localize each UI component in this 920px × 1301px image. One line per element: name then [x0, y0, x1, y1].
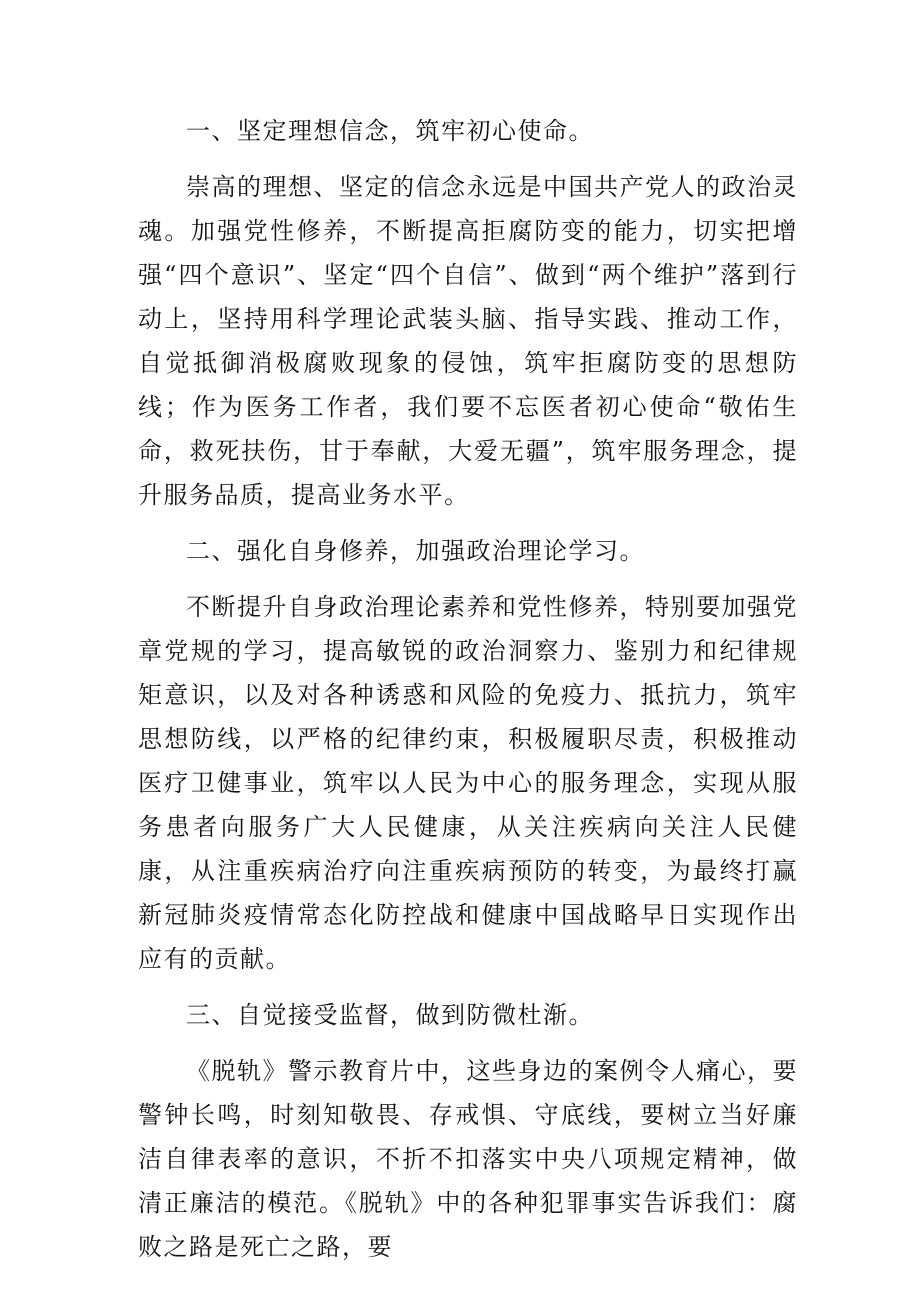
paragraph-1: 崇高的理想、坚定的信念永远是中国共产党人的政治灵魂。加强党性修养，不断提高拒腐防变的能力，切实把增强“四个意识”、坚定“四个自信”、做到“两个维护”落到行动上，坚持用科学理论武装头脑、指导实践、推动工作，自觉抵御消极腐败现象的侵蚀，筑牢拒腐防变的思想防线；作为医务工作者，我们要不忘医者初心使命“敬佑生命，救死扶伤，甘于奉献，大爱无疆”，筑牢服务理念，提升服务品质，提高业务水平。 — [138, 173, 798, 509]
section-heading-3: 三、自觉接受监督，做到防微杜渐。 — [186, 1001, 594, 1029]
paragraph-2: 不断提升自身政治理论素养和党性修养，特别要加强党章党规的学习，提高敏锐的政治洞察力、鉴别力和纪律规矩意识，以及对各种诱惑和风险的免疫力、抵抗力，筑牢思想防线，以严格的纪律约束，积极履职尽责，积极推动医疗卫健事业，筑牢以人民为中心的服务理念，实现从服务患者向服务广大人民健康，从关注疾病向关注人民健康，从注重疾病治疗向注重疾病预防的转变，为最终打赢新冠肺炎疫情常态化防控战和健康中国战略早日实现作出应有的贡献。 — [138, 593, 798, 973]
paragraph-3: 《脱轨》警示教育片中，这些身边的案例令人痛心，要警钟长鸣，时刻知敬畏、存戒惧、守底线，要树立当好廉洁自律表率的意识，不折不扣落实中央八项规定精神，做清正廉洁的模范。《脱轨》中的各种犯罪事实告诉我们：腐败之路是死亡之路，要 — [138, 1057, 798, 1261]
section-heading-1: 一、坚定理想信念，筑牢初心使命。 — [186, 117, 594, 145]
section-heading-2: 二、强化自身修养，加强政治理论学习。 — [186, 537, 645, 565]
document-page — [138, 109, 798, 1281]
